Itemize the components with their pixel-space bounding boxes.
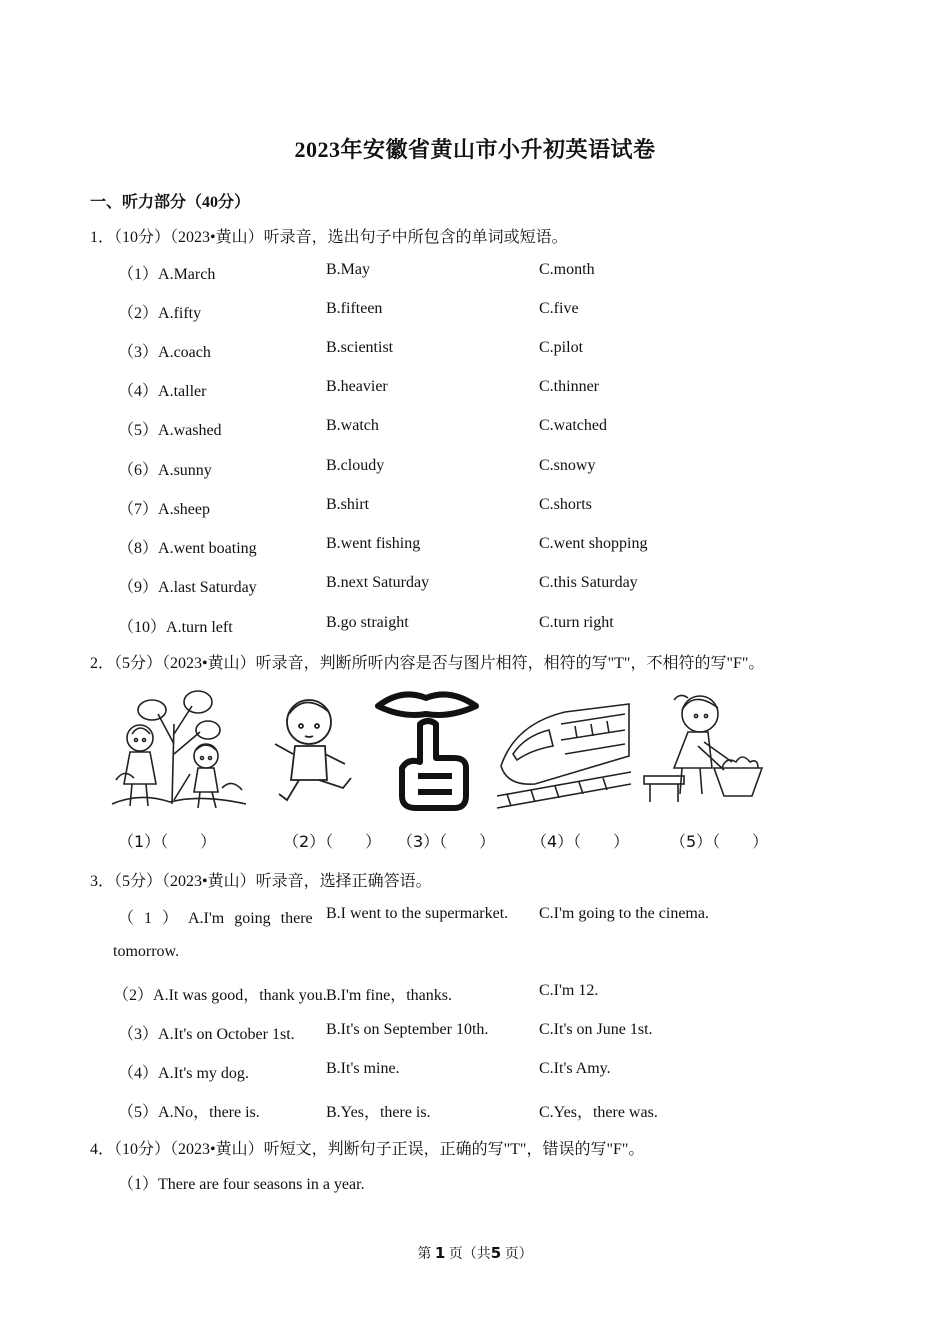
q1-item-5-c: C.watched [539,417,607,434]
kids-planting-tree-image [110,684,248,812]
question-1-stem: 1．（10分）（2023•黄山）听录音，选出句子中所包含的单词或短语。 [90,229,568,246]
q1-item-3-a: （3）A.coach [118,344,211,361]
q2-label-3: （3）（ ） [397,832,496,851]
running-kid-image [265,684,365,812]
q1-item-4-b: B.heavier [326,378,388,395]
q1-item-6-c: C.snowy [539,457,596,474]
question-2-pictures [110,684,770,814]
section-heading-listening: 一、听力部分（40分） [90,194,251,211]
q1-item-6-a: （6）A.sunny [118,462,212,479]
q1-item-7-a: （7）A.sheep [118,501,210,518]
q3-item-1-c: C.I'm going to the cinema. [539,905,709,922]
footer-prefix: 第 [417,1247,432,1262]
question-2-stem: 2．（5分）（2023•黄山）听录音，判断所听内容是否与图片相符，相符的写"T"，不相符的写"F"。 [90,655,765,672]
q3-item-2-c: C.I'm 12. [539,982,599,999]
q3-item-1-a: （ 1 ） A.I'm going there [118,910,313,927]
question-4-stem: 4．（10分）（2023•黄山）听短文，判断句子正误，正确的写"T"，错误的写"F"。 [90,1141,645,1158]
q1-item-1-b: B.May [326,261,370,278]
q1-item-8-c: C.went shopping [539,535,648,552]
q1-item-9-b: B.next Saturday [326,574,430,591]
q3-item-2-a: （2）A.It was good，thank you. [113,987,327,1004]
q1-item-10-a: （10）A.turn left [118,619,233,636]
q3-item-5-a: （5）A.No，there is. [118,1104,260,1121]
q1-item-8-a: （8）A.went boating [118,540,257,557]
footer-middle: 页（共 [448,1247,491,1262]
q1-item-7-c: C.shorts [539,496,592,513]
q1-item-2-b: B.fifteen [326,300,383,317]
footer-suffix: 页） [504,1247,533,1262]
q2-label-5: （5）（ ） [670,832,769,851]
footer-page-number: 1 [434,1244,446,1262]
q3-item-1-b: B.I went to the supermarket. [326,905,509,922]
q4-item-1: （1）There are four seasons in a year. [118,1176,365,1193]
q1-item-10-b: B.go straight [326,614,409,631]
q1-item-2-c: C.five [539,300,579,317]
q3-item-5-c: C.Yes，there was. [539,1104,658,1121]
q3-item-3-a: （3）A.It's on October 1st. [118,1026,295,1043]
q1-item-6-b: B.cloudy [326,457,385,474]
q1-item-3-b: B.scientist [326,339,394,356]
q1-item-5-b: B.watch [326,417,379,434]
q3-item-4-b: B.It's mine. [326,1060,400,1077]
q2-label-1: （1）（ ） [118,832,217,851]
q1-item-10-c: C.turn right [539,614,614,631]
q1-item-2-a: （2）A.fifty [118,305,202,322]
q3-item-4-a: （4）A.It's my dog. [118,1065,249,1082]
page-footer [0,1243,950,1263]
q1-item-1-a: （1）A.March [118,266,216,283]
girl-washing-clothes-image [638,684,770,812]
q2-label-4: （4）（ ） [531,832,630,851]
question-3-stem: 3．（5分）（2023•黄山）听录音，选择正确答语。 [90,873,432,890]
q1-item-9-a: （9）A.last Saturday [118,579,257,596]
q3-item-1-a-continued: tomorrow. [113,943,180,960]
q3-item-5-b: B.Yes，there is. [326,1104,431,1121]
q1-item-1-c: C.month [539,261,595,278]
q3-item-4-c: C.It's Amy. [539,1060,611,1077]
q1-item-8-b: B.went fishing [326,535,421,552]
q1-item-3-c: C.pilot [539,339,584,356]
page-title: 2023年安徽省黄山市小升初英语试卷 [294,137,656,162]
q1-item-5-a: （5）A.washed [118,422,222,439]
footer-total-pages: 5 [490,1244,502,1262]
q3-item-2-b: B.I'm fine，thanks. [326,987,452,1004]
high-speed-train-image [495,684,633,812]
q1-item-9-c: C.this Saturday [539,574,638,591]
quiet-gesture-image [372,684,482,812]
q2-label-2: （2）（ ） [283,832,382,851]
q1-item-4-a: （4）A.taller [118,383,207,400]
q1-item-4-c: C.thinner [539,378,599,395]
q1-item-7-b: B.shirt [326,496,370,513]
q3-item-3-b: B.It's on September 10th. [326,1021,489,1038]
q3-item-3-c: C.It's on June 1st. [539,1021,653,1038]
